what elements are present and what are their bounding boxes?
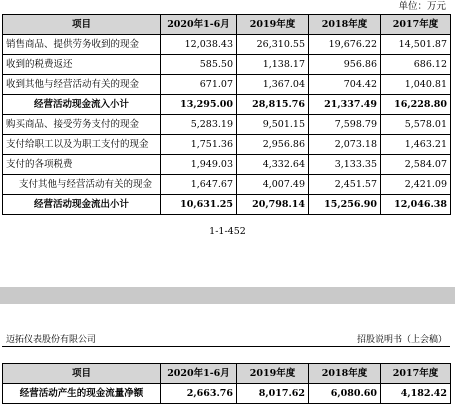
cell-value: 21,337.49 xyxy=(309,95,381,115)
cell-value: 671.07 xyxy=(161,75,237,95)
cell-value: 5,283.19 xyxy=(161,115,237,135)
cell-value: 2,584.07 xyxy=(381,155,451,175)
table-row xyxy=(3,135,451,155)
header-item: 项目 xyxy=(3,364,161,384)
cell-value: 1,751.36 xyxy=(161,135,237,155)
cell-value: 8,017.62 xyxy=(237,384,309,404)
cell-value: 585.50 xyxy=(161,55,237,75)
cell-value: 16,228.80 xyxy=(381,95,451,115)
cash-flow-table xyxy=(2,14,451,215)
cell-value: 7,598.79 xyxy=(309,115,381,135)
cell-value: 4,182.42 xyxy=(381,384,451,404)
header-2020h1: 2020年1-6月 xyxy=(161,15,237,35)
table-row xyxy=(3,115,451,135)
table-row xyxy=(3,55,451,75)
cell-value: 2,451.57 xyxy=(309,175,381,195)
row-label: 购买商品、接受劳务支付的现金 xyxy=(3,115,161,135)
cell-value: 13,295.00 xyxy=(161,95,237,115)
unit-label: 单位：万元 xyxy=(398,1,446,12)
row-label: 支付的各项税费 xyxy=(3,155,161,175)
cell-value: 19,676.22 xyxy=(309,35,381,55)
cell-value: 10,631.25 xyxy=(161,195,237,215)
cell-value: 5,578.01 xyxy=(381,115,451,135)
row-label: 销售商品、提供劳务收到的现金 xyxy=(3,35,161,55)
cell-value: 704.42 xyxy=(309,75,381,95)
cell-value: 4,332.64 xyxy=(237,155,309,175)
cell-value: 1,647.67 xyxy=(161,175,237,195)
cell-value: 14,501.87 xyxy=(381,35,451,55)
cell-value: 15,256.90 xyxy=(309,195,381,215)
cell-value: 1,463.21 xyxy=(381,135,451,155)
header-2019: 2019年度 xyxy=(237,15,309,35)
table-row xyxy=(3,155,451,175)
page-number: 1-1-452 xyxy=(209,226,246,237)
row-label: 支付给职工以及为职工支付的现金 xyxy=(3,135,161,155)
page-break-band xyxy=(0,287,455,304)
row-label: 经营活动产生的现金流量净额 xyxy=(3,384,161,404)
header-rule xyxy=(2,346,450,347)
cell-value: 12,046.38 xyxy=(381,195,451,215)
table-header-row xyxy=(3,15,451,35)
cell-value: 26,310.55 xyxy=(237,35,309,55)
cell-value: 20,798.14 xyxy=(237,195,309,215)
table-row xyxy=(3,75,451,95)
cell-value: 28,815.76 xyxy=(237,95,309,115)
cell-value: 1,949.03 xyxy=(161,155,237,175)
cell-value: 686.12 xyxy=(381,55,451,75)
cell-value: 2,663.76 xyxy=(161,384,237,404)
cell-value: 1,367.04 xyxy=(237,75,309,95)
header-item: 项目 xyxy=(3,15,161,35)
cell-value: 2,073.18 xyxy=(309,135,381,155)
row-label: 经营活动现金流入小计 xyxy=(3,95,161,115)
row-label: 支付其他与经营活动有关的现金 xyxy=(3,175,161,195)
subtotal-row-outflow xyxy=(3,195,451,215)
cell-value: 9,501.15 xyxy=(237,115,309,135)
header-2018: 2018年度 xyxy=(309,364,381,384)
header-2019: 2019年度 xyxy=(237,364,309,384)
cell-value: 6,080.60 xyxy=(309,384,381,404)
cell-value: 956.86 xyxy=(309,55,381,75)
cell-value: 4,007.49 xyxy=(237,175,309,195)
company-name: 迈拓仪表股份有限公司 xyxy=(6,335,97,345)
cell-value: 12,038.43 xyxy=(161,35,237,55)
header-2018: 2018年度 xyxy=(309,15,381,35)
row-label: 经营活动现金流出小计 xyxy=(3,195,161,215)
row-label: 收到的税费返还 xyxy=(3,55,161,75)
table-row xyxy=(3,35,451,55)
subtotal-row-inflow xyxy=(3,95,451,115)
header-2020h1: 2020年1-6月 xyxy=(161,364,237,384)
table-header-row xyxy=(3,364,451,384)
row-label: 收到其他与经营活动有关的现金 xyxy=(3,75,161,95)
cell-value: 2,956.86 xyxy=(237,135,309,155)
table-row xyxy=(3,175,451,195)
net-cash-flow-row xyxy=(3,384,451,404)
header-2017: 2017年度 xyxy=(381,15,451,35)
cell-value: 3,133.35 xyxy=(309,155,381,175)
cell-value: 2,421.09 xyxy=(381,175,451,195)
header-2017: 2017年度 xyxy=(381,364,451,384)
cell-value: 1,138.17 xyxy=(237,55,309,75)
cell-value: 1,040.81 xyxy=(381,75,451,95)
document-type: 招股说明书（上会稿） xyxy=(356,335,447,345)
net-cash-flow-table xyxy=(2,363,451,404)
